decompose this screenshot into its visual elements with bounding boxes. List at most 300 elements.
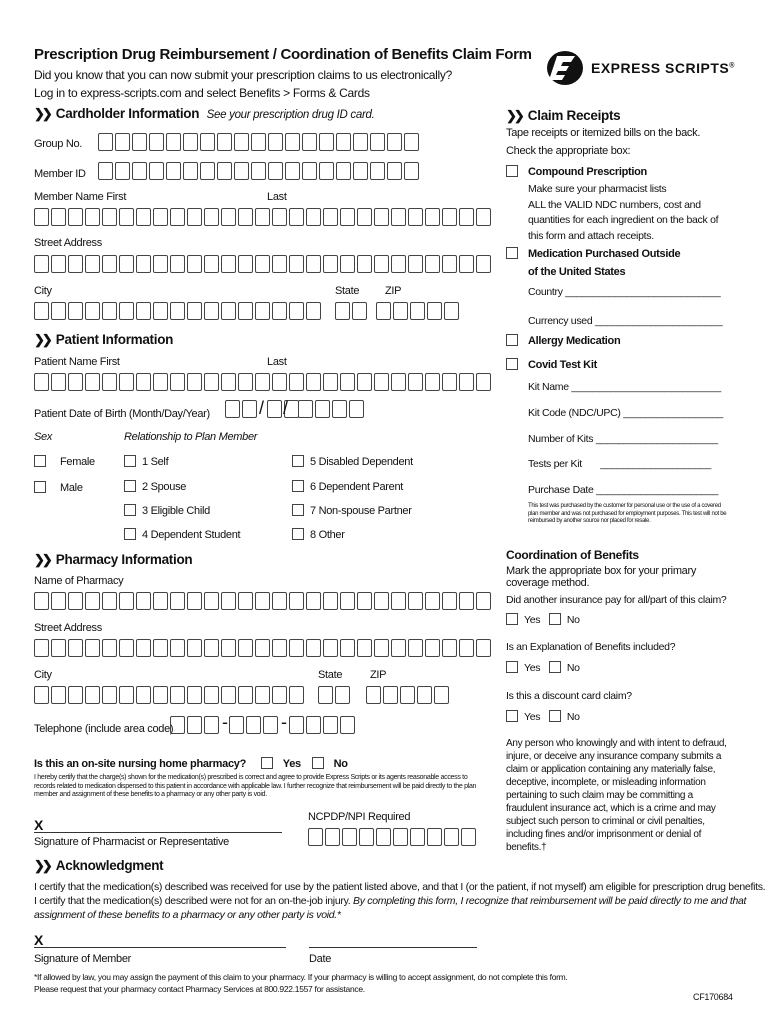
char-box[interactable] bbox=[255, 686, 270, 704]
phone-prefix-input[interactable] bbox=[229, 716, 280, 734]
char-box[interactable] bbox=[408, 208, 423, 226]
char-box[interactable] bbox=[153, 686, 168, 704]
char-box[interactable] bbox=[187, 686, 202, 704]
char-box[interactable] bbox=[340, 716, 355, 734]
char-box[interactable] bbox=[272, 208, 287, 226]
dob-year-input[interactable] bbox=[298, 400, 366, 418]
relationship-student[interactable]: 4 Dependent Student bbox=[124, 528, 240, 541]
char-box[interactable] bbox=[183, 162, 198, 180]
char-box[interactable] bbox=[187, 716, 202, 734]
char-box[interactable] bbox=[400, 686, 415, 704]
char-box[interactable] bbox=[153, 592, 168, 610]
char-box[interactable] bbox=[85, 639, 100, 657]
char-box[interactable] bbox=[221, 302, 236, 320]
kit-name-field[interactable]: Kit Name ___________________________ bbox=[528, 381, 721, 393]
char-box[interactable] bbox=[102, 592, 117, 610]
relationship-other[interactable]: 8 Other bbox=[292, 528, 345, 541]
char-box[interactable] bbox=[85, 373, 100, 391]
char-box[interactable] bbox=[119, 208, 134, 226]
dob-month-input[interactable] bbox=[225, 400, 259, 418]
char-box[interactable] bbox=[306, 255, 321, 273]
char-box[interactable] bbox=[34, 373, 49, 391]
char-box[interactable] bbox=[136, 639, 151, 657]
char-box[interactable] bbox=[459, 592, 474, 610]
char-box[interactable] bbox=[251, 162, 266, 180]
char-box[interactable] bbox=[289, 208, 304, 226]
char-box[interactable] bbox=[425, 373, 440, 391]
char-box[interactable] bbox=[272, 592, 287, 610]
cob-q3-yes-checkbox[interactable] bbox=[506, 710, 518, 722]
char-box[interactable] bbox=[342, 828, 357, 846]
allergy-option[interactable]: Allergy Medication bbox=[506, 334, 620, 347]
char-box[interactable] bbox=[102, 373, 117, 391]
char-box[interactable] bbox=[335, 686, 350, 704]
checkbox[interactable] bbox=[292, 504, 304, 516]
char-box[interactable] bbox=[68, 208, 83, 226]
char-box[interactable] bbox=[204, 373, 219, 391]
cob-q1-no-checkbox[interactable] bbox=[549, 613, 561, 625]
char-box[interactable] bbox=[476, 592, 491, 610]
char-box[interactable] bbox=[170, 208, 185, 226]
char-box[interactable] bbox=[408, 373, 423, 391]
char-box[interactable] bbox=[476, 639, 491, 657]
char-box[interactable] bbox=[336, 162, 351, 180]
char-box[interactable] bbox=[476, 208, 491, 226]
char-box[interactable] bbox=[376, 302, 391, 320]
cob-q3-no-checkbox[interactable] bbox=[549, 710, 561, 722]
char-box[interactable] bbox=[200, 133, 215, 151]
char-box[interactable] bbox=[204, 592, 219, 610]
char-box[interactable] bbox=[255, 592, 270, 610]
char-box[interactable] bbox=[357, 639, 372, 657]
char-box[interactable] bbox=[263, 716, 278, 734]
pharmacy-zip-input[interactable] bbox=[366, 686, 451, 704]
cob-q1-yes-checkbox[interactable] bbox=[506, 613, 518, 625]
num-kits-field[interactable]: Number of Kits ______________________ bbox=[528, 433, 718, 445]
relationship-child[interactable]: 3 Eligible Child bbox=[124, 504, 210, 517]
char-box[interactable] bbox=[425, 255, 440, 273]
char-box[interactable] bbox=[153, 639, 168, 657]
compound-option[interactable]: Compound Prescription bbox=[506, 165, 647, 178]
char-box[interactable] bbox=[461, 828, 476, 846]
country-field[interactable]: Country ____________________________ bbox=[528, 286, 721, 298]
char-box[interactable] bbox=[357, 255, 372, 273]
char-box[interactable] bbox=[459, 373, 474, 391]
char-box[interactable] bbox=[217, 162, 232, 180]
char-box[interactable] bbox=[352, 302, 367, 320]
char-box[interactable] bbox=[136, 686, 151, 704]
relationship-disabled[interactable]: 5 Disabled Dependent bbox=[292, 455, 413, 468]
char-box[interactable] bbox=[318, 686, 333, 704]
char-box[interactable] bbox=[404, 162, 419, 180]
relationship-parent[interactable]: 6 Dependent Parent bbox=[292, 480, 403, 493]
char-box[interactable] bbox=[302, 162, 317, 180]
char-box[interactable] bbox=[34, 302, 49, 320]
char-box[interactable] bbox=[353, 133, 368, 151]
char-box[interactable] bbox=[68, 592, 83, 610]
char-box[interactable] bbox=[221, 686, 236, 704]
char-box[interactable] bbox=[221, 373, 236, 391]
char-box[interactable] bbox=[323, 255, 338, 273]
char-box[interactable] bbox=[187, 255, 202, 273]
char-box[interactable] bbox=[85, 208, 100, 226]
char-box[interactable] bbox=[319, 133, 334, 151]
char-box[interactable] bbox=[376, 828, 391, 846]
purchase-date-field[interactable]: Purchase Date ______________________ bbox=[528, 484, 719, 496]
char-box[interactable] bbox=[170, 373, 185, 391]
char-box[interactable] bbox=[306, 592, 321, 610]
char-box[interactable] bbox=[442, 208, 457, 226]
char-box[interactable] bbox=[289, 592, 304, 610]
char-box[interactable] bbox=[408, 639, 423, 657]
patient-name-input[interactable] bbox=[34, 373, 493, 391]
phone-line-input[interactable] bbox=[289, 716, 357, 734]
char-box[interactable] bbox=[34, 208, 49, 226]
char-box[interactable] bbox=[234, 133, 249, 151]
char-box[interactable] bbox=[102, 302, 117, 320]
char-box[interactable] bbox=[417, 686, 432, 704]
char-box[interactable] bbox=[391, 373, 406, 391]
char-box[interactable] bbox=[370, 162, 385, 180]
char-box[interactable] bbox=[459, 208, 474, 226]
char-box[interactable] bbox=[170, 716, 185, 734]
char-box[interactable] bbox=[238, 686, 253, 704]
char-box[interactable] bbox=[98, 133, 113, 151]
covid-option[interactable]: Covid Test Kit bbox=[506, 358, 597, 371]
char-box[interactable] bbox=[340, 639, 355, 657]
char-box[interactable] bbox=[136, 592, 151, 610]
char-box[interactable] bbox=[357, 592, 372, 610]
char-box[interactable] bbox=[408, 592, 423, 610]
char-box[interactable] bbox=[349, 400, 364, 418]
char-box[interactable] bbox=[353, 162, 368, 180]
checkbox[interactable] bbox=[124, 480, 136, 492]
tests-per-kit-field[interactable]: Tests per Kit ____________________ bbox=[528, 458, 711, 470]
char-box[interactable] bbox=[298, 400, 313, 418]
char-box[interactable] bbox=[323, 716, 338, 734]
char-box[interactable] bbox=[387, 133, 402, 151]
char-box[interactable] bbox=[289, 373, 304, 391]
char-box[interactable] bbox=[302, 133, 317, 151]
char-box[interactable] bbox=[374, 208, 389, 226]
char-box[interactable] bbox=[221, 592, 236, 610]
char-box[interactable] bbox=[183, 133, 198, 151]
char-box[interactable] bbox=[149, 162, 164, 180]
char-box[interactable] bbox=[374, 255, 389, 273]
char-box[interactable] bbox=[306, 302, 321, 320]
char-box[interactable] bbox=[427, 828, 442, 846]
char-box[interactable] bbox=[51, 302, 66, 320]
nursing-yes-checkbox[interactable] bbox=[261, 757, 273, 769]
checkbox[interactable] bbox=[292, 455, 304, 467]
char-box[interactable] bbox=[357, 208, 372, 226]
char-box[interactable] bbox=[357, 373, 372, 391]
char-box[interactable] bbox=[187, 208, 202, 226]
char-box[interactable] bbox=[204, 716, 219, 734]
char-box[interactable] bbox=[391, 208, 406, 226]
char-box[interactable] bbox=[442, 639, 457, 657]
char-box[interactable] bbox=[366, 686, 381, 704]
char-box[interactable] bbox=[229, 716, 244, 734]
char-box[interactable] bbox=[85, 592, 100, 610]
char-box[interactable] bbox=[51, 208, 66, 226]
char-box[interactable] bbox=[68, 639, 83, 657]
char-box[interactable] bbox=[119, 302, 134, 320]
char-box[interactable] bbox=[238, 302, 253, 320]
member-id-input[interactable] bbox=[98, 162, 421, 180]
char-box[interactable] bbox=[115, 133, 130, 151]
char-box[interactable] bbox=[255, 373, 270, 391]
checkbox[interactable] bbox=[34, 481, 46, 493]
char-box[interactable] bbox=[335, 302, 350, 320]
char-box[interactable] bbox=[272, 686, 287, 704]
char-box[interactable] bbox=[272, 639, 287, 657]
char-box[interactable] bbox=[166, 162, 181, 180]
kit-code-field[interactable]: Kit Code (NDC/UPC) __________________ bbox=[528, 407, 723, 419]
cardholder-city-input[interactable] bbox=[34, 302, 323, 320]
checkbox[interactable] bbox=[506, 247, 518, 259]
char-box[interactable] bbox=[119, 639, 134, 657]
char-box[interactable] bbox=[442, 255, 457, 273]
char-box[interactable] bbox=[459, 255, 474, 273]
member-name-input[interactable] bbox=[34, 208, 493, 226]
char-box[interactable] bbox=[444, 828, 459, 846]
currency-field[interactable]: Currency used _______________________ bbox=[528, 315, 723, 327]
char-box[interactable] bbox=[289, 716, 304, 734]
char-box[interactable] bbox=[187, 302, 202, 320]
char-box[interactable] bbox=[170, 592, 185, 610]
checkbox[interactable] bbox=[124, 455, 136, 467]
checkbox[interactable] bbox=[506, 334, 518, 346]
char-box[interactable] bbox=[289, 639, 304, 657]
char-box[interactable] bbox=[340, 255, 355, 273]
char-box[interactable] bbox=[153, 208, 168, 226]
char-box[interactable] bbox=[323, 639, 338, 657]
char-box[interactable] bbox=[267, 400, 282, 418]
char-box[interactable] bbox=[308, 828, 323, 846]
char-box[interactable] bbox=[85, 302, 100, 320]
pharmacy-state-input[interactable] bbox=[318, 686, 352, 704]
char-box[interactable] bbox=[325, 828, 340, 846]
char-box[interactable] bbox=[374, 373, 389, 391]
pharmacy-street-input[interactable] bbox=[34, 639, 493, 657]
char-box[interactable] bbox=[306, 639, 321, 657]
char-box[interactable] bbox=[119, 373, 134, 391]
pharmacy-name-input[interactable] bbox=[34, 592, 493, 610]
checkbox[interactable] bbox=[34, 455, 46, 467]
cob-q2-no-checkbox[interactable] bbox=[549, 661, 561, 673]
char-box[interactable] bbox=[336, 133, 351, 151]
sex-male-option[interactable]: Male bbox=[34, 481, 83, 494]
char-box[interactable] bbox=[34, 592, 49, 610]
char-box[interactable] bbox=[102, 686, 117, 704]
char-box[interactable] bbox=[374, 592, 389, 610]
char-box[interactable] bbox=[391, 592, 406, 610]
char-box[interactable] bbox=[204, 639, 219, 657]
char-box[interactable] bbox=[221, 255, 236, 273]
char-box[interactable] bbox=[387, 162, 402, 180]
char-box[interactable] bbox=[153, 255, 168, 273]
char-box[interactable] bbox=[323, 373, 338, 391]
char-box[interactable] bbox=[238, 639, 253, 657]
char-box[interactable] bbox=[425, 592, 440, 610]
char-box[interactable] bbox=[374, 639, 389, 657]
pharmacist-signature-line[interactable] bbox=[34, 832, 282, 833]
char-box[interactable] bbox=[306, 208, 321, 226]
char-box[interactable] bbox=[204, 686, 219, 704]
char-box[interactable] bbox=[306, 716, 321, 734]
char-box[interactable] bbox=[187, 592, 202, 610]
char-box[interactable] bbox=[119, 255, 134, 273]
char-box[interactable] bbox=[85, 686, 100, 704]
char-box[interactable] bbox=[204, 255, 219, 273]
char-box[interactable] bbox=[251, 133, 266, 151]
outside-us-option[interactable]: Medication Purchased Outside bbox=[506, 247, 680, 260]
char-box[interactable] bbox=[149, 133, 164, 151]
char-box[interactable] bbox=[383, 686, 398, 704]
char-box[interactable] bbox=[51, 255, 66, 273]
char-box[interactable] bbox=[170, 302, 185, 320]
char-box[interactable] bbox=[393, 828, 408, 846]
char-box[interactable] bbox=[136, 255, 151, 273]
char-box[interactable] bbox=[119, 686, 134, 704]
char-box[interactable] bbox=[319, 162, 334, 180]
checkbox[interactable] bbox=[292, 480, 304, 492]
char-box[interactable] bbox=[51, 686, 66, 704]
char-box[interactable] bbox=[255, 639, 270, 657]
char-box[interactable] bbox=[225, 400, 240, 418]
char-box[interactable] bbox=[289, 686, 304, 704]
char-box[interactable] bbox=[204, 302, 219, 320]
char-box[interactable] bbox=[136, 373, 151, 391]
char-box[interactable] bbox=[238, 208, 253, 226]
char-box[interactable] bbox=[132, 162, 147, 180]
char-box[interactable] bbox=[425, 208, 440, 226]
char-box[interactable] bbox=[255, 255, 270, 273]
char-box[interactable] bbox=[289, 302, 304, 320]
char-box[interactable] bbox=[51, 639, 66, 657]
char-box[interactable] bbox=[166, 133, 181, 151]
char-box[interactable] bbox=[255, 302, 270, 320]
cardholder-street-input[interactable] bbox=[34, 255, 493, 273]
char-box[interactable] bbox=[459, 639, 474, 657]
checkbox[interactable] bbox=[506, 165, 518, 177]
char-box[interactable] bbox=[234, 162, 249, 180]
char-box[interactable] bbox=[187, 639, 202, 657]
char-box[interactable] bbox=[370, 133, 385, 151]
char-box[interactable] bbox=[408, 255, 423, 273]
char-box[interactable] bbox=[340, 592, 355, 610]
relationship-spouse[interactable]: 2 Spouse bbox=[124, 480, 186, 493]
char-box[interactable] bbox=[315, 400, 330, 418]
char-box[interactable] bbox=[442, 373, 457, 391]
checkbox[interactable] bbox=[292, 528, 304, 540]
char-box[interactable] bbox=[340, 208, 355, 226]
checkbox[interactable] bbox=[506, 358, 518, 370]
char-box[interactable] bbox=[68, 373, 83, 391]
char-box[interactable] bbox=[238, 255, 253, 273]
char-box[interactable] bbox=[410, 302, 425, 320]
char-box[interactable] bbox=[68, 255, 83, 273]
char-box[interactable] bbox=[340, 373, 355, 391]
char-box[interactable] bbox=[68, 302, 83, 320]
char-box[interactable] bbox=[434, 686, 449, 704]
char-box[interactable] bbox=[238, 592, 253, 610]
char-box[interactable] bbox=[391, 255, 406, 273]
char-box[interactable] bbox=[136, 302, 151, 320]
checkbox[interactable] bbox=[124, 528, 136, 540]
char-box[interactable] bbox=[85, 255, 100, 273]
char-box[interactable] bbox=[51, 592, 66, 610]
char-box[interactable] bbox=[102, 208, 117, 226]
date-line[interactable] bbox=[309, 947, 477, 948]
char-box[interactable] bbox=[221, 208, 236, 226]
char-box[interactable] bbox=[289, 255, 304, 273]
char-box[interactable] bbox=[170, 255, 185, 273]
sex-female-option[interactable]: Female bbox=[34, 455, 95, 468]
char-box[interactable] bbox=[285, 162, 300, 180]
char-box[interactable] bbox=[285, 133, 300, 151]
npi-input[interactable] bbox=[308, 828, 478, 846]
char-box[interactable] bbox=[34, 639, 49, 657]
cob-q2-yes-checkbox[interactable] bbox=[506, 661, 518, 673]
char-box[interactable] bbox=[200, 162, 215, 180]
char-box[interactable] bbox=[68, 686, 83, 704]
char-box[interactable] bbox=[221, 639, 236, 657]
char-box[interactable] bbox=[476, 255, 491, 273]
char-box[interactable] bbox=[272, 302, 287, 320]
char-box[interactable] bbox=[410, 828, 425, 846]
group-no-input[interactable] bbox=[98, 133, 421, 151]
char-box[interactable] bbox=[246, 716, 261, 734]
char-box[interactable] bbox=[119, 592, 134, 610]
member-signature-line[interactable] bbox=[34, 947, 286, 948]
checkbox[interactable] bbox=[124, 504, 136, 516]
char-box[interactable] bbox=[217, 133, 232, 151]
char-box[interactable] bbox=[102, 255, 117, 273]
char-box[interactable] bbox=[391, 639, 406, 657]
char-box[interactable] bbox=[272, 373, 287, 391]
char-box[interactable] bbox=[323, 592, 338, 610]
char-box[interactable] bbox=[136, 208, 151, 226]
char-box[interactable] bbox=[444, 302, 459, 320]
char-box[interactable] bbox=[34, 686, 49, 704]
cardholder-zip-input[interactable] bbox=[376, 302, 461, 320]
char-box[interactable] bbox=[153, 373, 168, 391]
char-box[interactable] bbox=[476, 373, 491, 391]
char-box[interactable] bbox=[427, 302, 442, 320]
char-box[interactable] bbox=[170, 686, 185, 704]
char-box[interactable] bbox=[306, 373, 321, 391]
pharmacy-city-input[interactable] bbox=[34, 686, 306, 704]
char-box[interactable] bbox=[359, 828, 374, 846]
char-box[interactable] bbox=[425, 639, 440, 657]
char-box[interactable] bbox=[393, 302, 408, 320]
char-box[interactable] bbox=[268, 133, 283, 151]
char-box[interactable] bbox=[102, 639, 117, 657]
char-box[interactable] bbox=[404, 133, 419, 151]
char-box[interactable] bbox=[332, 400, 347, 418]
char-box[interactable] bbox=[255, 208, 270, 226]
nursing-no-checkbox[interactable] bbox=[312, 757, 324, 769]
char-box[interactable] bbox=[204, 208, 219, 226]
char-box[interactable] bbox=[34, 255, 49, 273]
char-box[interactable] bbox=[98, 162, 113, 180]
char-box[interactable] bbox=[153, 302, 168, 320]
char-box[interactable] bbox=[323, 208, 338, 226]
relationship-self[interactable]: 1 Self bbox=[124, 455, 168, 468]
char-box[interactable] bbox=[268, 162, 283, 180]
